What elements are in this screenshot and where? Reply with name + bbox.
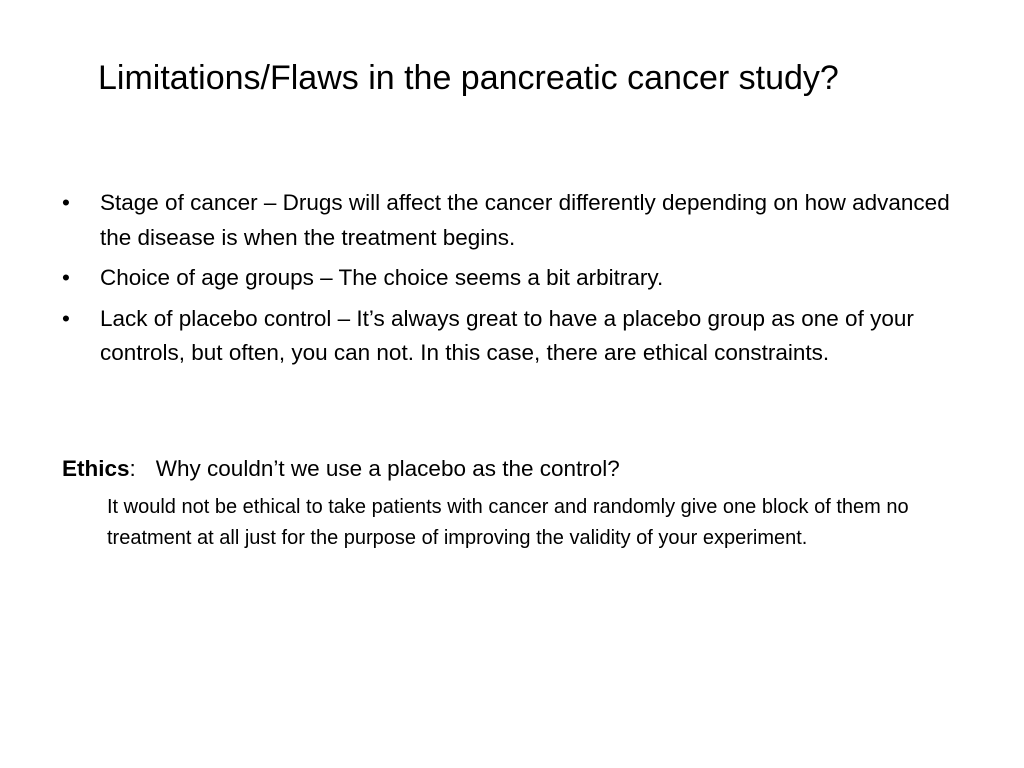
bullet-text: Choice of age groups – The choice seems a bit arbitrary.	[100, 265, 664, 290]
ethics-question: Why couldn’t we use a placebo as the control?	[155, 456, 620, 481]
bullet-text: Lack of placebo control – It’s always great to have a placebo group as one of your controls, but often, you can not. In this case, there are ethical constraints.	[100, 305, 914, 365]
bullet-text: Stage of cancer – Drugs will affect the cancer differently depending on how advanced the disease is when the treatment begins.	[100, 190, 950, 250]
bullet-marker: •	[62, 190, 70, 215]
bullet-item-placebo-control	[62, 302, 962, 371]
bullet-list	[62, 186, 962, 377]
ethics-answer: It would not be ethical to take patients with cancer and randomly give one block of them no treatment at all just for the purpose of improving the validity of your experiment.	[107, 496, 909, 549]
ethics-question-line	[62, 452, 620, 486]
ethics-label: Ethics	[62, 456, 130, 481]
bullet-marker: •	[62, 265, 70, 290]
ethics-separator: :	[129, 456, 136, 481]
bullet-item-age-groups	[62, 261, 962, 296]
slide-title: Limitations/Flaws in the pancreatic cancer study?	[98, 59, 839, 97]
bullet-marker: •	[62, 305, 70, 331]
bullet-item-stage-of-cancer	[62, 186, 962, 255]
